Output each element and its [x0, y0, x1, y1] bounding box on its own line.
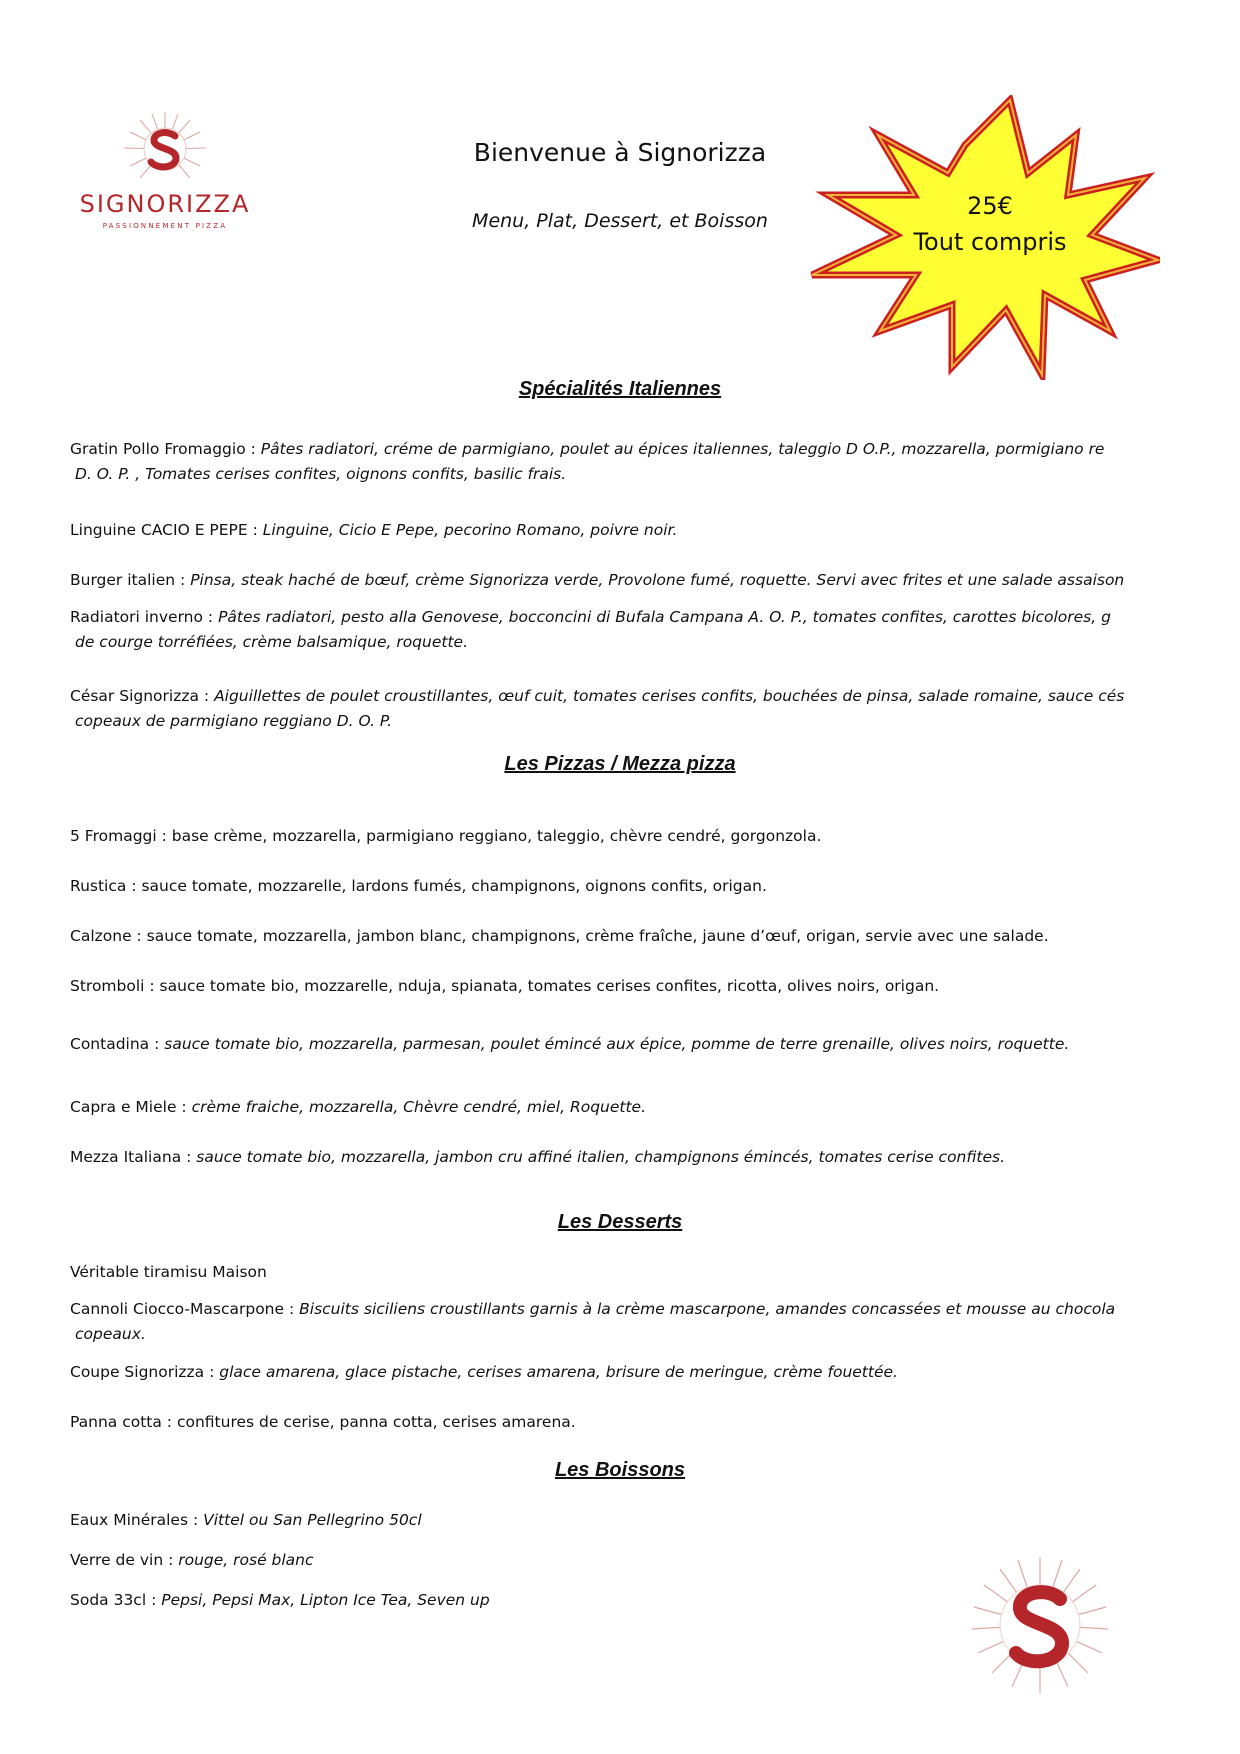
badge-text: Tout compris	[913, 228, 1067, 256]
page-subtitle: Menu, Plat, Dessert, et Boisson	[472, 210, 768, 232]
item-description: rouge, rosé blanc	[178, 1551, 314, 1569]
item-description: crème fraiche, mozzarella, Chèvre cendré, miel, Roquette.	[191, 1098, 647, 1116]
menu-item	[70, 1260, 1185, 1285]
item-description: Pâtes radiatori, pesto alla Genovese, bocconcini di Bufala Campana A. O. P., tomates confites, carottes bicolores, g	[218, 608, 1111, 626]
badge-price: 25€	[967, 192, 1013, 220]
section-heading-specialites: Spécialités Italiennes	[518, 378, 722, 400]
item-name: César Signorizza :	[70, 687, 210, 705]
menu-item	[70, 518, 1185, 543]
item-description: sauce tomate bio, mozzarella, jambon cru affiné italien, champignons émincés, tomates cerise confites.	[196, 1148, 1005, 1166]
section-heading-boissons: Les Boissons	[554, 1459, 686, 1481]
menu-item	[70, 1095, 1185, 1120]
item-description: : base crème, mozzarella, parmigiano reggiano, taleggio, chèvre cendré, gorgonzola.	[156, 827, 822, 845]
item-name: Stromboli	[70, 977, 145, 995]
logo-s-emblem-icon	[120, 110, 210, 188]
item-description: : sauce tomate bio, mozzarelle, nduja, spianata, tomates cerises confites, ricotta, olives noirs, origan.	[144, 977, 940, 995]
logo-tagline: PASSIONNEMENT PIZZA	[102, 222, 228, 230]
item-description: : sauce tomate, mozzarelle, lardons fumés, champignons, oignons confits, origan.	[126, 877, 767, 895]
menu-item	[70, 974, 1185, 999]
signorizza-s-emblem-icon	[970, 1555, 1110, 1695]
menu-item	[70, 1360, 1185, 1385]
item-name: Burger italien :	[70, 571, 186, 589]
item-name: Capra e Miele :	[70, 1098, 187, 1116]
price-badge-label	[880, 188, 1100, 260]
item-name: Panna cotta :	[70, 1413, 173, 1431]
item-name: Verre de vin :	[70, 1551, 174, 1569]
item-description-cont: de courge torréfiées, crème balsamique, roquette.	[75, 633, 469, 651]
item-name: Rustica	[70, 877, 127, 895]
item-description-cont: copeaux de parmigiano reggiano D. O. P.	[75, 712, 393, 730]
item-description: : sauce tomate, mozzarella, jambon blanc, champignons, crème fraîche, jaune d’œuf, origan, servie avec une salade.	[131, 927, 1049, 945]
item-description: sauce tomate bio, mozzarella, parmesan, poulet émincé aux épice, pomme de terre grenaille, olives noirs, roquette.	[164, 1035, 1070, 1053]
menu-item	[70, 1508, 1185, 1533]
item-name: Radiatori inverno :	[70, 608, 214, 626]
item-description-cont: copeaux.	[75, 1325, 146, 1343]
section-heading-desserts: Les Desserts	[557, 1211, 683, 1233]
item-name: 5 Fromaggi	[70, 827, 157, 845]
item-description: glace amarena, glace pistache, cerises amarena, brisure de meringue, crème fouettée.	[219, 1363, 898, 1381]
item-description: Vittel ou San Pellegrino 50cl	[203, 1511, 422, 1529]
item-name: Véritable tiramisu Maison	[70, 1263, 267, 1281]
menu-item	[70, 1032, 1185, 1057]
signorizza-logo	[70, 110, 260, 240]
item-name: Calzone	[70, 927, 132, 945]
item-name: Linguine CACIO E PEPE :	[70, 521, 258, 539]
menu-item	[70, 1297, 1185, 1347]
logo-brand-text: SIGNORIZZA	[79, 190, 251, 218]
item-description: Biscuits siciliens croustillants garnis à la crème mascarpone, amandes concassées et mousse au chocola	[299, 1300, 1116, 1318]
item-description: Aiguillettes de poulet croustillantes, œuf cuit, tomates cerises confits, bouchées de pinsa, salade romaine, sauce cés	[214, 687, 1125, 705]
item-name: Coupe Signorizza :	[70, 1363, 215, 1381]
item-description-cont: D. O. P. , Tomates cerises confites, oignons confits, basilic frais.	[75, 465, 567, 483]
item-name: Contadina :	[70, 1035, 160, 1053]
menu-item	[70, 824, 1185, 849]
item-name: Gratin Pollo Fromaggio :	[70, 440, 256, 458]
item-description-end: .	[570, 1413, 576, 1431]
item-name: Mezza Italiana :	[70, 1148, 192, 1166]
item-name: Cannoli Ciocco-Mascarpone :	[70, 1300, 295, 1318]
menu-item	[70, 605, 1185, 655]
item-name: Eaux Minérales :	[70, 1511, 199, 1529]
item-description: Pinsa, steak haché de bœuf, crème Signorizza verde, Provolone fumé, roquette. Servi avec frites et une salade assaison	[190, 571, 1125, 589]
item-description: Pâtes radiatori, créme de parmigiano, poulet au épices italiennes, taleggio D O.P., mozzarella, pormigiano re	[260, 440, 1105, 458]
menu-item	[70, 684, 1185, 734]
item-description: confitures de cerise, panna cotta, cerises amarena	[172, 1413, 571, 1431]
item-description: Pepsi, Pepsi Max, Lipton Ice Tea, Seven up	[161, 1591, 490, 1609]
page-title: Bienvenue à Signorizza	[473, 138, 767, 167]
menu-item	[70, 1145, 1185, 1170]
menu-item	[70, 1410, 1185, 1435]
item-name: Soda 33cl :	[70, 1591, 157, 1609]
menu-item	[70, 924, 1185, 949]
menu-item	[70, 437, 1185, 487]
menu-item	[70, 568, 1185, 593]
section-heading-pizzas: Les Pizzas / Mezza pizza	[504, 753, 736, 775]
menu-item	[70, 874, 1185, 899]
item-description: Linguine, Cicio E Pepe, pecorino Romano, poivre noir.	[262, 521, 678, 539]
